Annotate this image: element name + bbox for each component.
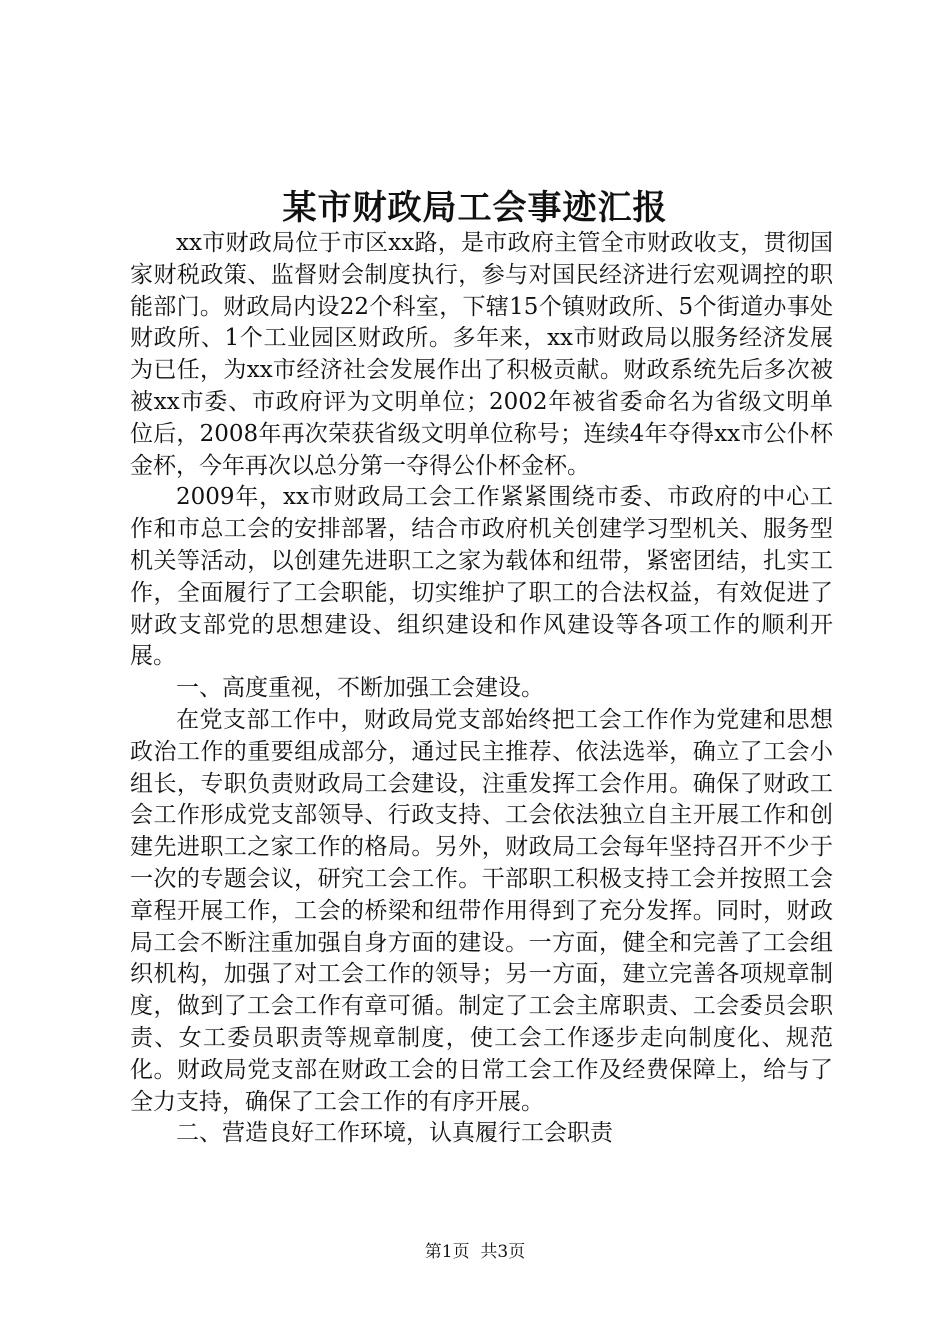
page-number: 第1页 — [424, 1242, 470, 1262]
document-title: 某市财政局工会事迹汇报 — [282, 188, 668, 228]
section-heading-2: 二、营造良好工作环境，认真履行工会职责 — [176, 1120, 613, 1147]
paragraph-intro: xx市财政局位于市区xx路，是市政府主管全市财政收支，贯彻国家财税政策、监督财会制度执行，参与对国民经济进行宏观调控的职能部门。财政局内设22个科室，下辖15个镇财政所、5个街道办事处财政所、1个工业园区财政所。多年来，xx市财政局以服务经济发展为已任，为xx市经济社会发展作出了积极贡献。财政系统先后多次被被xx市委、市政府评为文明单位；2002年被省委命名为省级文明单位后，2008年再次荣获省级文明单位称号；连续4年夺得xx市公仆杯金杯，今年再次以总分第一夺得公仆杯金杯。 — [130, 230, 833, 479]
document-body — [130, 228, 833, 1150]
page-total: 共3页 — [480, 1242, 526, 1262]
paragraph-2009-work: 2009年，xx市财政局工会工作紧紧围绕市委、市政府的中心工作和市总工会的安排部署，结合市政府机关创建学习型机关、服务型机关等活动，以创建先进职工之家为载体和纽带，紧密团结，扎实工作，全面履行了工会职能，切实维护了职工的合法权益，有效促进了财政支部党的思想建设、组织建设和作风建设等各项工作的顺利开展。 — [130, 484, 833, 670]
page-footer — [0, 1240, 950, 1264]
section-heading-1: 一、高度重视，不断加强工会建设。 — [176, 675, 544, 702]
paragraph-union-building: 在党支部工作中，财政局党支部始终把工会工作作为党建和思想政治工作的重要组成部分，通过民主推荐、依法选举，确立了工会小组长，专职负责财政局工会建设，注重发挥工会作用。确保了财政工会工作形成党支部领导、行政支持、工会依法独立自主开展工作和创建先进职工之家工作的格局。另外，财政局工会每年坚持召开不少于一次的专题会议，研究工会工作。干部职工积极支持工会并按照工会章程开展工作，工会的桥梁和纽带作用得到了充分发挥。同时，财政局工会不断注重加强自身方面的建设。一方面，健全和完善了工会组织机构，加强了对工会工作的领导；另一方面，建立完善各项规章制度，做到了工会工作有章可循。制定了工会主席职责、工会委员会职责、女工委员职责等规章制度，使工会工作逐步走向制度化、规范化。财政局党支部在财政工会的日常工会工作及经费保障上，给与了全力支持，确保了工会工作的有序开展。 — [130, 706, 833, 1115]
